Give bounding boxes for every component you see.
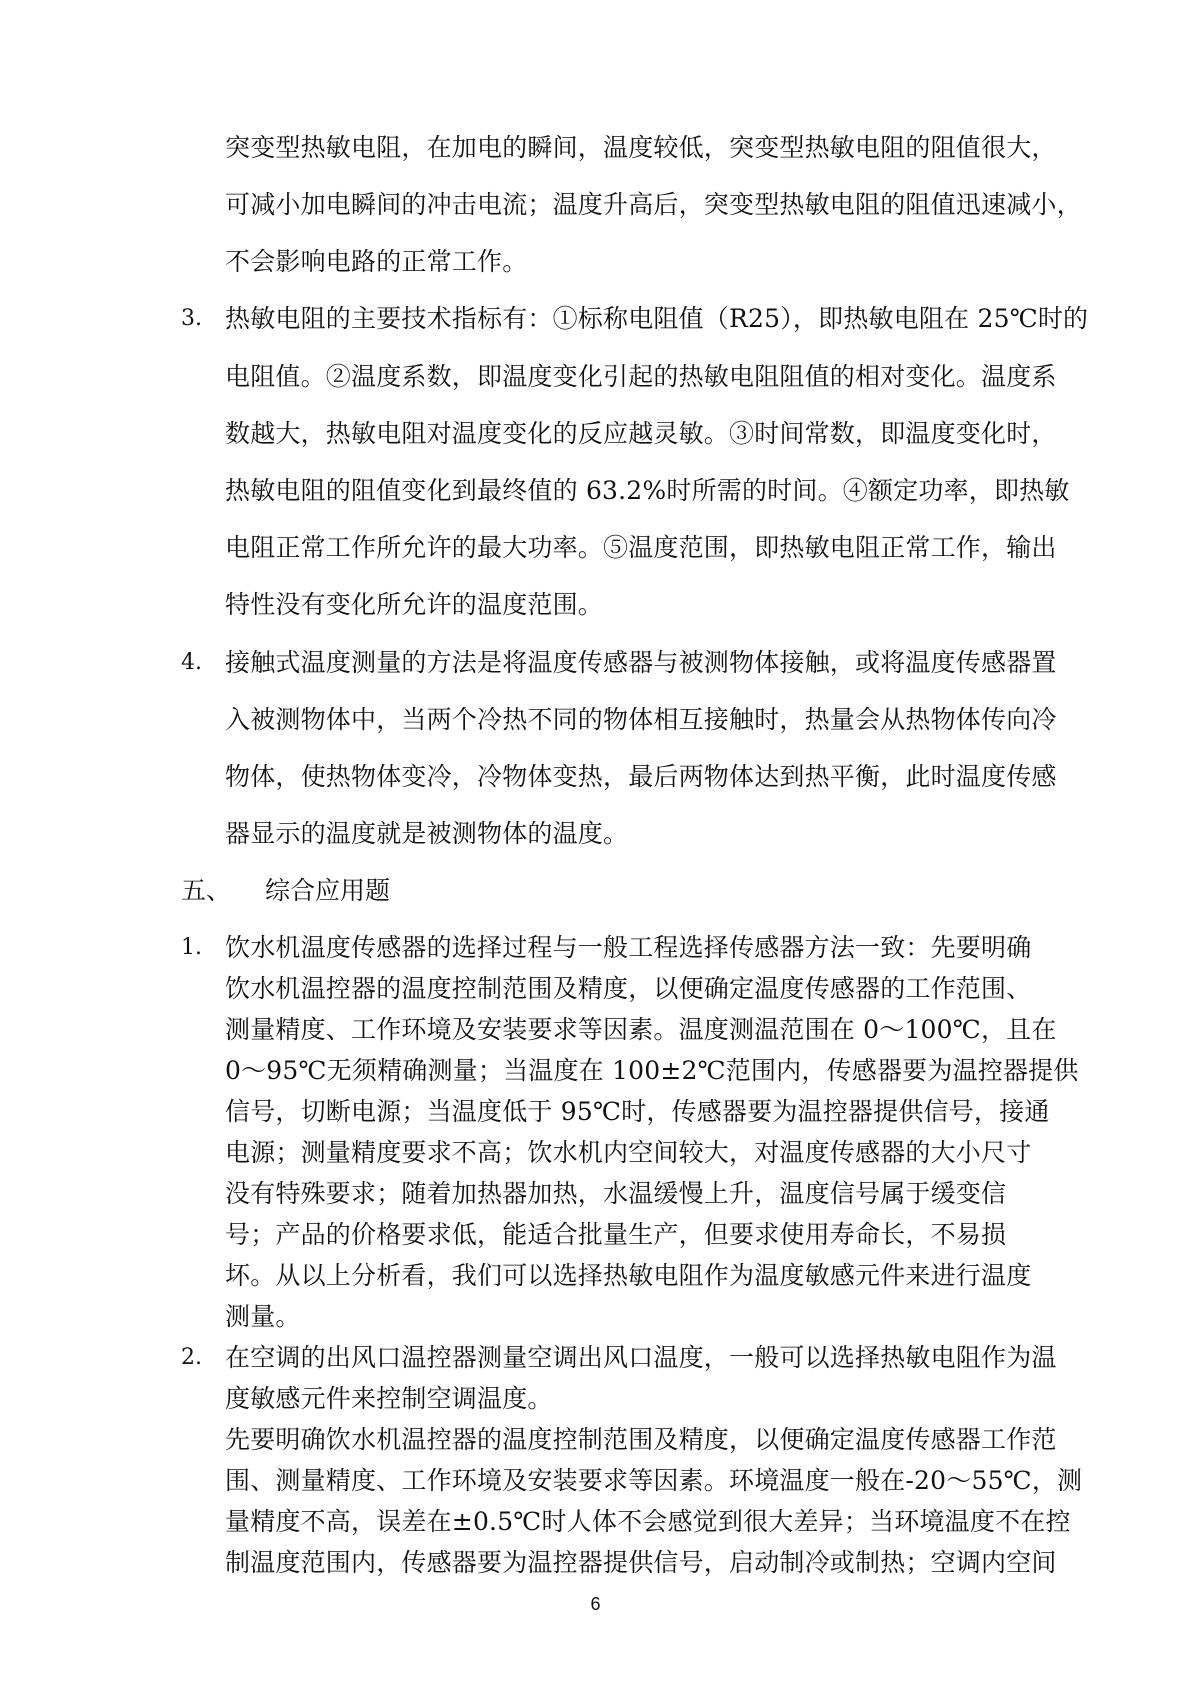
item-4-number: 4. [181, 650, 202, 675]
item-4-line-2: 入被测物体中，当两个冷热不同的物体相互接触时，热量会从热物体传向冷 [225, 705, 1057, 734]
item-5-1-line-2: 饮水机温控器的温度控制范围及精度，以便确定温度传感器的工作范围、 [225, 974, 1032, 1003]
item-5-2-line-2: 度敏感元件来控制空调温度。 [225, 1384, 553, 1413]
intro-line-3: 不会影响电路的正常工作。 [225, 247, 528, 276]
page-number: 6 [590, 1594, 601, 1614]
intro-line-1: 突变型热敏电阻，在加电的瞬间，温度较低，突变型热敏电阻的阻值很大， [225, 133, 1057, 162]
item-5-1-line-6: 电源；测量精度要求不高；饮水机内空间较大，对温度传感器的大小尺寸 [225, 1138, 1032, 1167]
item-5-2-line-5: 量精度不高，误差在±0.5℃时人体不会感觉到很大差异；当环境温度不在控 [225, 1507, 1071, 1536]
item-5-1-line-10: 测量。 [225, 1302, 301, 1331]
item-5-2-number: 2. [181, 1345, 202, 1370]
item-5-1-line-7: 没有特殊要求；随着加热器加热，水温缓慢上升，温度信号属于缓变信 [225, 1179, 1007, 1208]
item-3-line-6: 特性没有变化所允许的温度范围。 [225, 590, 604, 619]
section-5-title: 综合应用题 [265, 876, 391, 905]
item-5-2-line-4: 围、测量精度、工作环境及安装要求等因素。环境温度一般在-20～55℃，测 [225, 1466, 1083, 1495]
item-5-1-line-9: 坏。从以上分析看，我们可以选择热敏电阻作为温度敏感元件来进行温度 [225, 1261, 1032, 1290]
item-5-2-line-1: 在空调的出风口温控器测量空调出风口温度，一般可以选择热敏电阻作为温 [225, 1343, 1057, 1372]
item-5-1-line-3: 测量精度、工作环境及安装要求等因素。温度测温范围在 0～100℃，且在 [225, 1015, 1057, 1044]
item-4-line-1: 接触式温度测量的方法是将温度传感器与被测物体接触，或将温度传感器置 [225, 648, 1057, 677]
section-5-number: 五、 [181, 876, 232, 905]
item-3-line-5: 电阻正常工作所允许的最大功率。⑤温度范围，即热敏电阻正常工作，输出 [225, 533, 1057, 562]
item-3-line-3: 数越大，热敏电阻对温度变化的反应越灵敏。③时间常数，即温度变化时， [225, 419, 1057, 448]
intro-line-2: 可减小加电瞬间的冲击电流；温度升高后，突变型热敏电阻的阻值迅速减小， [225, 190, 1082, 219]
item-3-line-4: 热敏电阻的阻值变化到最终值的 63.2%时所需的时间。④额定功率，即热敏 [225, 476, 1070, 505]
item-5-1-line-8: 号；产品的价格要求低，能适合批量生产，但要求使用寿命长，不易损 [225, 1220, 1007, 1249]
item-5-1-line-4: 0～95℃无须精确测量；当温度在 100±2℃范围内，传感器要为温控器提供 [225, 1056, 1079, 1085]
item-5-1-number: 1. [181, 935, 202, 960]
item-5-2-line-3: 先要明确饮水机温控器的温度控制范围及精度，以便确定温度传感器工作范 [225, 1425, 1057, 1454]
item-4-line-3: 物体，使热物体变冷，冷物体变热，最后两物体达到热平衡，此时温度传感 [225, 762, 1057, 791]
item-3-line-2: 电阻值。②温度系数，即温度变化引起的热敏电阻阻值的相对变化。温度系 [225, 362, 1057, 391]
item-4-line-4: 器显示的温度就是被测物体的温度。 [225, 819, 629, 848]
item-5-2-line-6: 制温度范围内，传感器要为温控器提供信号，启动制冷或制热；空调内空间 [225, 1548, 1057, 1577]
item-5-1-line-5: 信号，切断电源；当温度低于 95℃时，传感器要为温控器提供信号，接通 [225, 1097, 1050, 1126]
item-3-line-1: 热敏电阻的主要技术指标有：①标称电阻值（R25），即热敏电阻在 25℃时的 [225, 304, 1089, 333]
item-3-number: 3. [181, 306, 202, 331]
item-5-1-line-1: 饮水机温度传感器的选择过程与一般工程选择传感器方法一致：先要明确 [225, 933, 1032, 962]
